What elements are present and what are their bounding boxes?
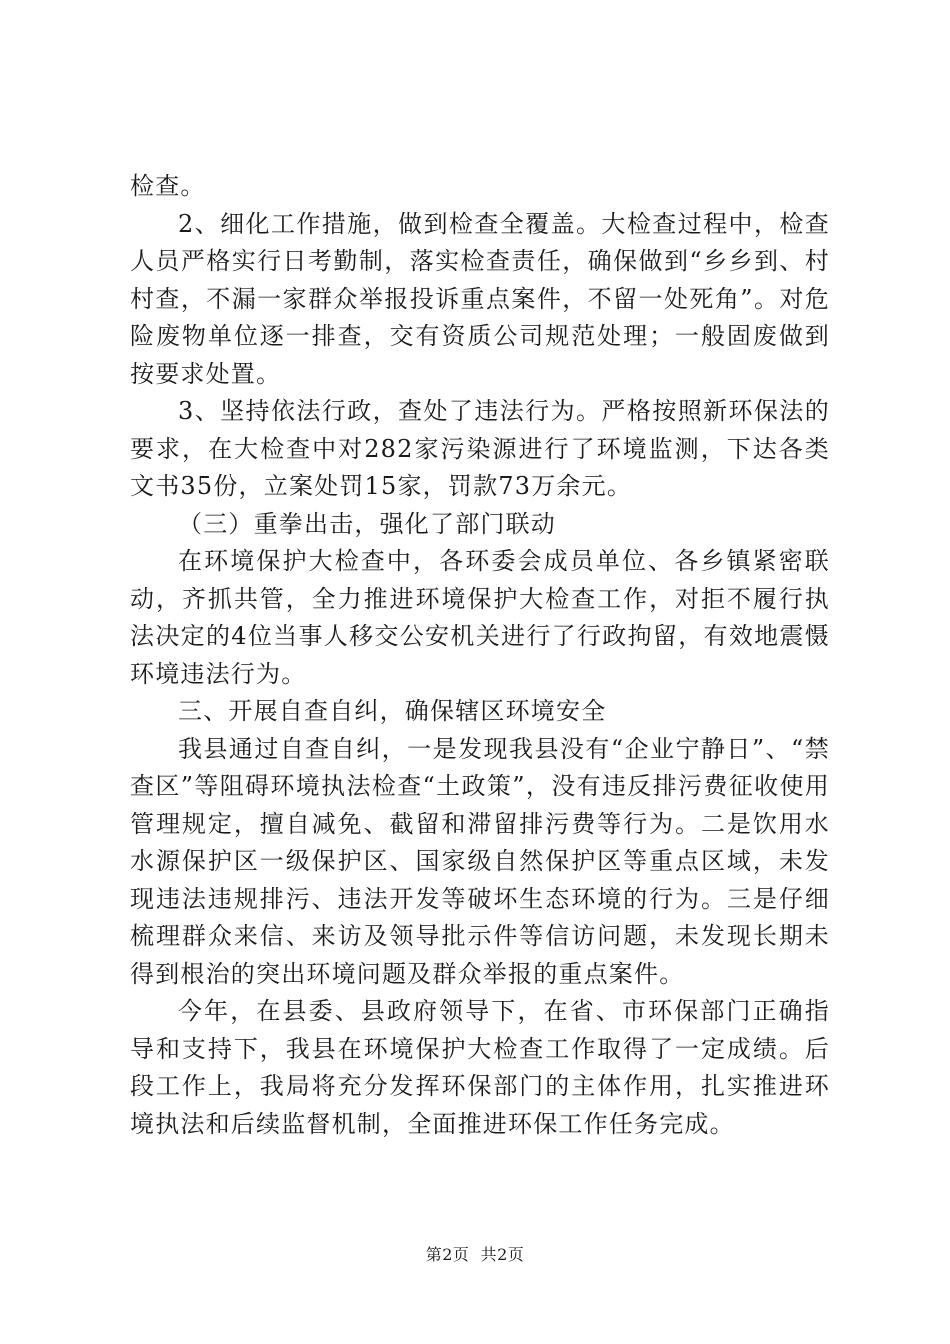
- paragraph-linkage: 在环境保护大检查中，各环委会成员单位、各乡镇紧密联动，齐抓共管，全力推进环境保护大检查工作，对拒不履行执法决定的4位当事人移交公安机关进行了行政拘留，有效地震慑环境违法行为。: [130, 547, 830, 688]
- document-body: [130, 168, 830, 1143]
- section-heading-three: 三、开展自查自纠，确保辖区环境安全: [178, 697, 607, 725]
- paragraph-measure-3: 3、坚持依法行政，查处了违法行为。严格按照新环保法的要求，在大检查中对282家污染源进行了环境监测，下达各类文书35份，立案处罚15家，罚款73万余元。: [130, 397, 830, 500]
- paragraph-continuation: 检查。: [130, 172, 206, 200]
- page-footer: [0, 1242, 950, 1265]
- paragraph-conclusion: 今年，在县委、县政府领导下，在省、市环保部门正确指导和支持下，我县在环境保护大检查工作取得了一定成绩。后段工作上，我局将充分发挥环保部门的主体作用，扎实推进环境执法和后续监督机制，全面推进环保工作任务完成。: [130, 997, 830, 1138]
- paragraph-measure-2: 2、细化工作措施，做到检查全覆盖。大检查过程中，检查人员严格实行日考勤制，落实检查责任，确保做到“乡乡到、村村查，不漏一家群众举报投诉重点案件，不留一处死角”。对危险废物单位逐一排查，交有资质公司规范处理；一般固废做到按要求处置。: [130, 209, 830, 388]
- section-heading-3: （三）重拳出击，强化了部门联动: [178, 509, 556, 538]
- page-number: 第2页 共2页: [425, 1245, 525, 1264]
- paragraph-selfcheck: 我县通过自查自纠，一是发现我县没有“企业宁静日”、“禁查区”等阻碍环境执法检查“土政策”，没有违反排污费征收使用管理规定，擅自减免、截留和滞留排污费等行为。二是饮用水水源保护区一级保护区、国家级自然保护区等重点区域，未发现违法违规排污、违法开发等破坏生态环境的行为。三是仔细梳理群众来信、来访及领导批示件等信访问题，未发现长期未得到根治的突出环境问题及群众举报的重点案件。: [130, 734, 830, 988]
